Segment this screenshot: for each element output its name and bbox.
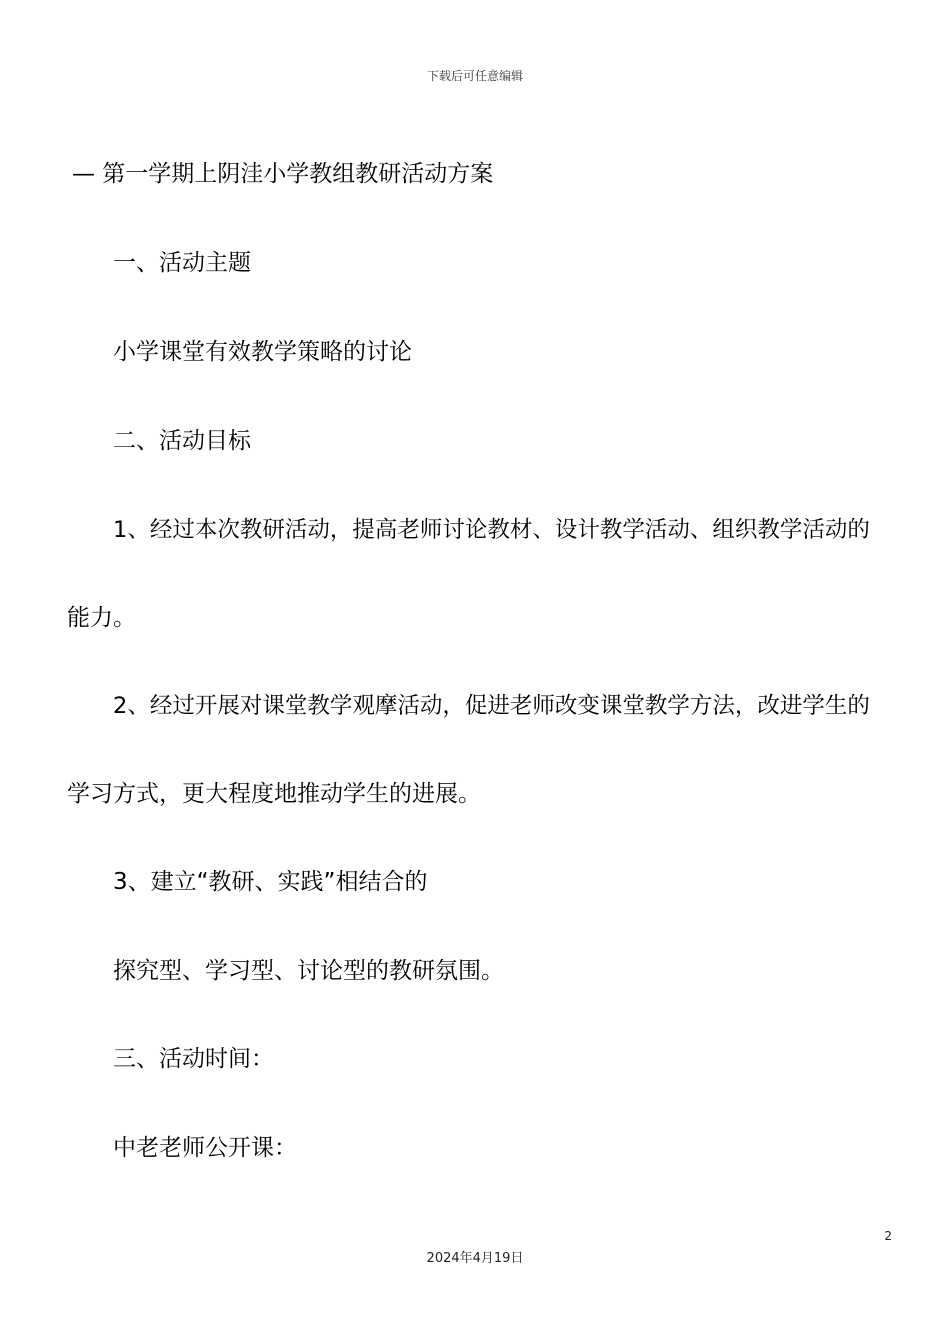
section-heading-goals: 二、活动目标 [113, 428, 251, 454]
document-title: — 第一学期上阴洼小学教组教研活动方案 [72, 161, 494, 187]
page-number: 2 [884, 1229, 892, 1243]
goal-2-line-2: 学习方式，更大程度地推动学生的进展。 [67, 781, 481, 807]
section-body-time: 中老老师公开课： [113, 1135, 297, 1161]
goal-1-line-1: 1、经过本次教研活动，提高老师讨论教材、设计教学活动、组织教学活动的 [113, 517, 870, 543]
goal-2-line-1: 2、经过开展对课堂教学观摩活动，促进老师改变课堂教学方法，改进学生的 [113, 693, 870, 719]
header-note: 下载后可任意编辑 [426, 69, 523, 83]
footer-date: 2024年4月19日 [426, 1251, 524, 1266]
section-heading-time: 三、活动时间： [113, 1046, 274, 1072]
goal-3-line-2: 探究型、学习型、讨论型的教研氛围。 [113, 958, 504, 984]
section-heading-theme: 一、活动主题 [113, 250, 251, 276]
goal-3-line-1: 3、建立“教研、实践”相结合的 [113, 869, 428, 895]
goal-1-line-2: 能力。 [67, 605, 136, 631]
section-body-theme: 小学课堂有效教学策略的讨论 [113, 339, 412, 365]
